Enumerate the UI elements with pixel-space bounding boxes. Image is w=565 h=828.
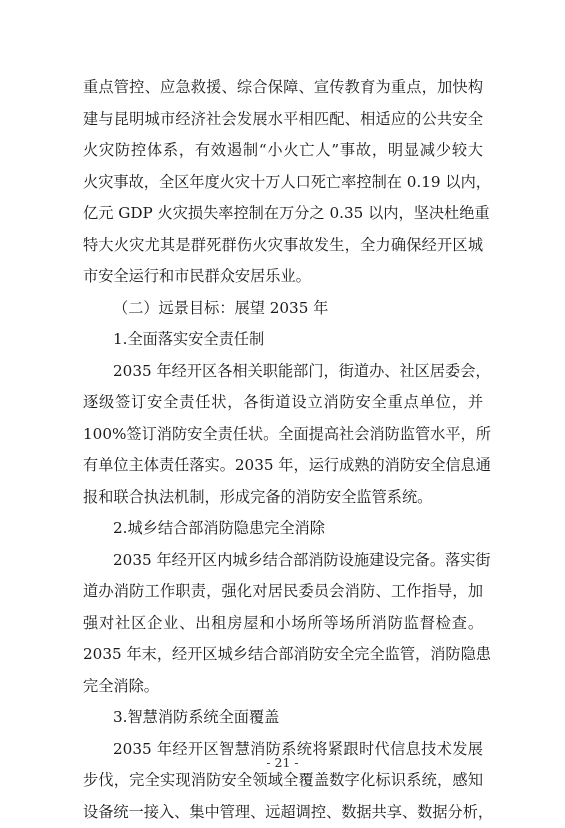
text-line: 逐级签订安全责任状，各街道设立消防安全重点单位，并	[83, 387, 483, 419]
text-line: 2035 年经开区智慧消防系统将紧跟时代信息技术发展	[83, 734, 483, 766]
section-heading: （二）远景目标：展望 2035 年	[83, 293, 483, 325]
text-line: 2035 年经开区各相关职能部门，街道办、社区居委会，	[83, 356, 483, 388]
text-line: 道办消防工作职责，强化对居民委员会消防、工作指导，加	[83, 576, 483, 608]
text-line: 2035 年末，经开区城乡结合部消防安全完全监管，消防隐患	[83, 639, 483, 671]
text-line: 2035 年经开区内城乡结合部消防设施建设完备。落实街	[83, 545, 483, 577]
text-line: 火灾事故，全区年度火灾十万人口死亡率控制在 0.19 以内，	[83, 167, 483, 199]
text-line: 步伐，完全实现消防安全领域全覆盖数字化标识系统，感知	[83, 765, 483, 797]
document-body	[83, 72, 483, 828]
text-line: 重点管控、应急救援、综合保障、宣传教育为重点，加快构	[83, 72, 483, 104]
text-line: 设备统一接入、集中管理、远超调控、数据共享、数据分析，	[83, 797, 483, 828]
text-line: 报和联合执法机制，形成完备的消防安全监管系统。	[83, 482, 483, 514]
text-line: 有单位主体责任落实。2035 年，运行成熟的消防安全信息通	[83, 450, 483, 482]
text-line: 建与昆明城市经济社会发展水平相匹配、相适应的公共安全	[83, 104, 483, 136]
section-heading: 2.城乡结合部消防隐患完全消除	[83, 513, 483, 545]
section-heading: 3.智慧消防系统全面覆盖	[83, 702, 483, 734]
text-line: 市安全运行和市民群众安居乐业。	[83, 261, 483, 293]
page-number: - 21 -	[0, 755, 565, 770]
text-line: 100%签订消防安全责任状。全面提高社会消防监管水平，所	[83, 419, 483, 451]
section-heading: 1.全面落实安全责任制	[83, 324, 483, 356]
text-line: 完全消除。	[83, 671, 483, 703]
text-line: 亿元 GDP 火灾损失率控制在万分之 0.35 以内，坚决杜绝重	[83, 198, 483, 230]
text-line: 特大火灾尤其是群死群伤火灾事故发生，全力确保经开区城	[83, 230, 483, 262]
text-line: 强对社区企业、出租房屋和小场所等场所消防监督检查。	[83, 608, 483, 640]
text-line: 火灾防控体系，有效遏制“小火亡人”事故，明显减少较大	[83, 135, 483, 167]
